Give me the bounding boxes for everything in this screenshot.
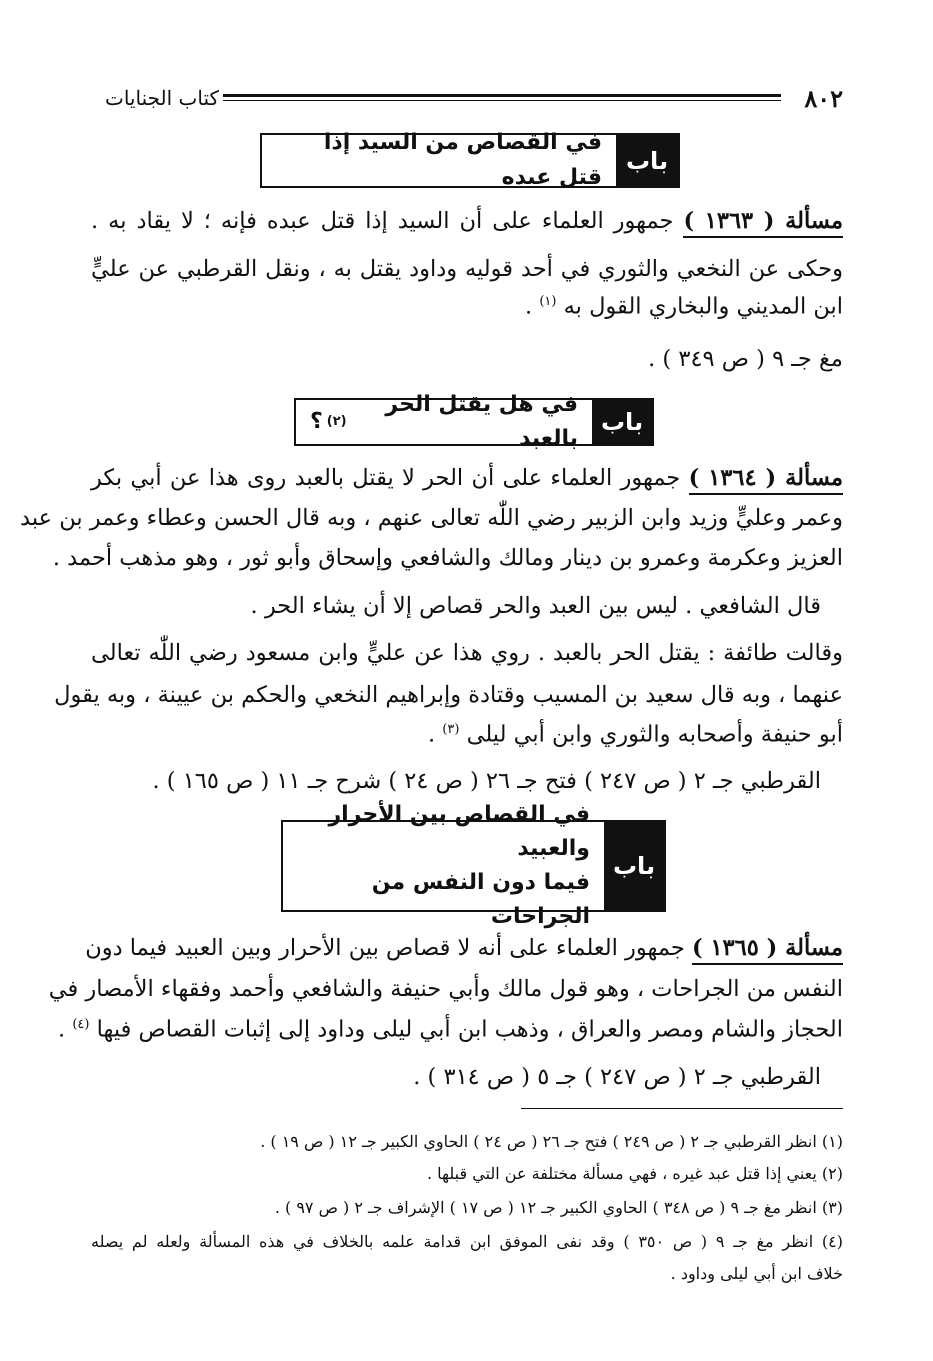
text-line: ابن المديني والبخاري القول به $^{(١)}$ . bbox=[525, 293, 843, 320]
text-line: وقالت طائفة : يقتل الحر بالعبد . روي هذا عن عليٍّ وابن مسعود رضي اللّٰه تعالى bbox=[91, 640, 843, 666]
text-line: العزيز وعكرمة وعمرو بن دينار ومالك والشافعي وإسحاق وأبو ثور ، وهو مذهب أحمد . bbox=[52, 545, 843, 571]
issue-label: مسألة ( ١٣٦٤ ) bbox=[689, 465, 843, 495]
header-rule bbox=[223, 94, 781, 101]
footnote: (٣) انظر مغ جـ ٩ ( ص ٣٤٨ ) الحاوي الكبير جـ ١٢ ( ص ١٧ ) الإشراف جـ ٢ ( ص ٩٧ ) . bbox=[274, 1198, 843, 1217]
footnote-mark: (١) bbox=[539, 294, 557, 309]
text-line: مسألة ( ١٣٦٥ ) جمهور العلماء على أنه لا قصاص بين الأحرار وبين العبيد فيما دون bbox=[91, 937, 843, 960]
chapter-title-line: فيما دون النفس من الجراحات bbox=[371, 870, 590, 930]
footnote: خلاف ابن أبي ليلى وداود . bbox=[670, 1264, 843, 1283]
chapter-label: باب bbox=[592, 400, 652, 444]
text-line: الحجاز والشام ومصر والعراق ، وذهب ابن أبي ليلى وداود إلى إثبات القصاص فيها $^{(٤)}$ . bbox=[58, 1016, 843, 1043]
chapter-title bbox=[296, 391, 592, 451]
chapter-title-line: في القصاص من السيد إذا قتل عبده bbox=[323, 130, 602, 190]
chapter-label: باب bbox=[616, 135, 678, 186]
text-line: مسألة ( ١٣٦٣ ) جمهور العلماء على أن السيد إذا قتل عبده فإنه ؛ لا يقاد به . bbox=[91, 210, 843, 233]
issue-label: مسألة ( ١٣٦٥ ) bbox=[692, 935, 843, 965]
running-header bbox=[105, 84, 843, 114]
footnote-rule bbox=[521, 1108, 843, 1109]
text-line: أبو حنيفة وأصحابه والثوري وابن أبي ليلى $^{(٣)}$ . bbox=[427, 721, 843, 748]
footnote-mark: (٣) bbox=[442, 722, 460, 737]
page-number: ٨٠٢ bbox=[804, 84, 843, 113]
text-line: عنهما ، وبه قال سعيد بن المسيب وقتادة وإبراهيم النخعي والحكم بن عيينة ، وبه يقول bbox=[54, 682, 843, 708]
footnote: (١) انظر القرطبي جـ ٢ ( ص ٢٤٩ ) فتح جـ ٢٦ ( ص ٢٤ ) الحاوي الكبير جـ ١٢ ( ص ١٩ ) . bbox=[260, 1132, 843, 1151]
book-title: كتاب الجنايات bbox=[105, 86, 220, 110]
text-line: النفس من الجراحات ، وهو قول مالك وأبي حنيفة والشافعي وأحمد وفقهاء الأمصار في bbox=[48, 976, 843, 1002]
text-line: وعمر وعليٍّ وزيد وابن الزبير رضي اللّٰه تعالى عنهم ، وبه قال الحسن وعطاء وعمر بن عبد bbox=[20, 505, 843, 531]
text-line: قال الشافعي . ليس بين العبد والحر قصاص إلا أن يشاء الحر . bbox=[250, 593, 821, 619]
footnote: (٢) يعني إذا قتل عبد غيره ، فهي مسألة مختلفة عن التي قبلها . bbox=[426, 1164, 843, 1183]
chapter-label: باب bbox=[604, 822, 664, 910]
text-line: مغ جـ ٩ ( ص ٣٤٩ ) . bbox=[648, 346, 843, 372]
text-line: القرطبي جـ ٢ ( ص ٢٤٧ ) جـ ٥ ( ص ٣١٤ ) . bbox=[413, 1064, 821, 1090]
chapter-box-3 bbox=[281, 801, 666, 930]
chapter-box-1 bbox=[260, 130, 680, 190]
chapter-title-line: في هل يقتل الحر بالعبد bbox=[385, 391, 578, 451]
chapter-title-end: ؟ bbox=[310, 408, 323, 434]
chapter-title-line: في القصاص بين الأحرار والعبيد bbox=[328, 801, 590, 861]
chapter-title bbox=[262, 130, 616, 190]
chapter-box-2 bbox=[294, 391, 654, 451]
footnote-mark: (٤) bbox=[72, 1017, 90, 1032]
chapter-title bbox=[283, 801, 604, 930]
text-line: وحكى عن النخعي والثوري في أحد قوليه وداود يقتل به ، ونقل القرطبي عن عليٍّ bbox=[91, 256, 843, 282]
footnote-mark: (٢) bbox=[326, 413, 347, 429]
issue-label: مسألة ( ١٣٦٣ ) bbox=[683, 208, 843, 238]
footnote: (٤) انظر مغ جـ ٩ ( ص ٣٥٠ ) وقد نفى الموفق ابن قدامة علمه بالخلاف في هذه المسألة ولعله لم يصله bbox=[91, 1232, 844, 1251]
text-line: مسألة ( ١٣٦٤ ) جمهور العلماء على أن الحر لا يقتل بالعبد روى هذا عن أبي بكر bbox=[91, 467, 843, 490]
text-line: القرطبي جـ ٢ ( ص ٢٤٧ ) فتح جـ ٢٦ ( ص ٢٤ ) شرح جـ ١١ ( ص ١٦٥ ) . bbox=[152, 768, 821, 794]
